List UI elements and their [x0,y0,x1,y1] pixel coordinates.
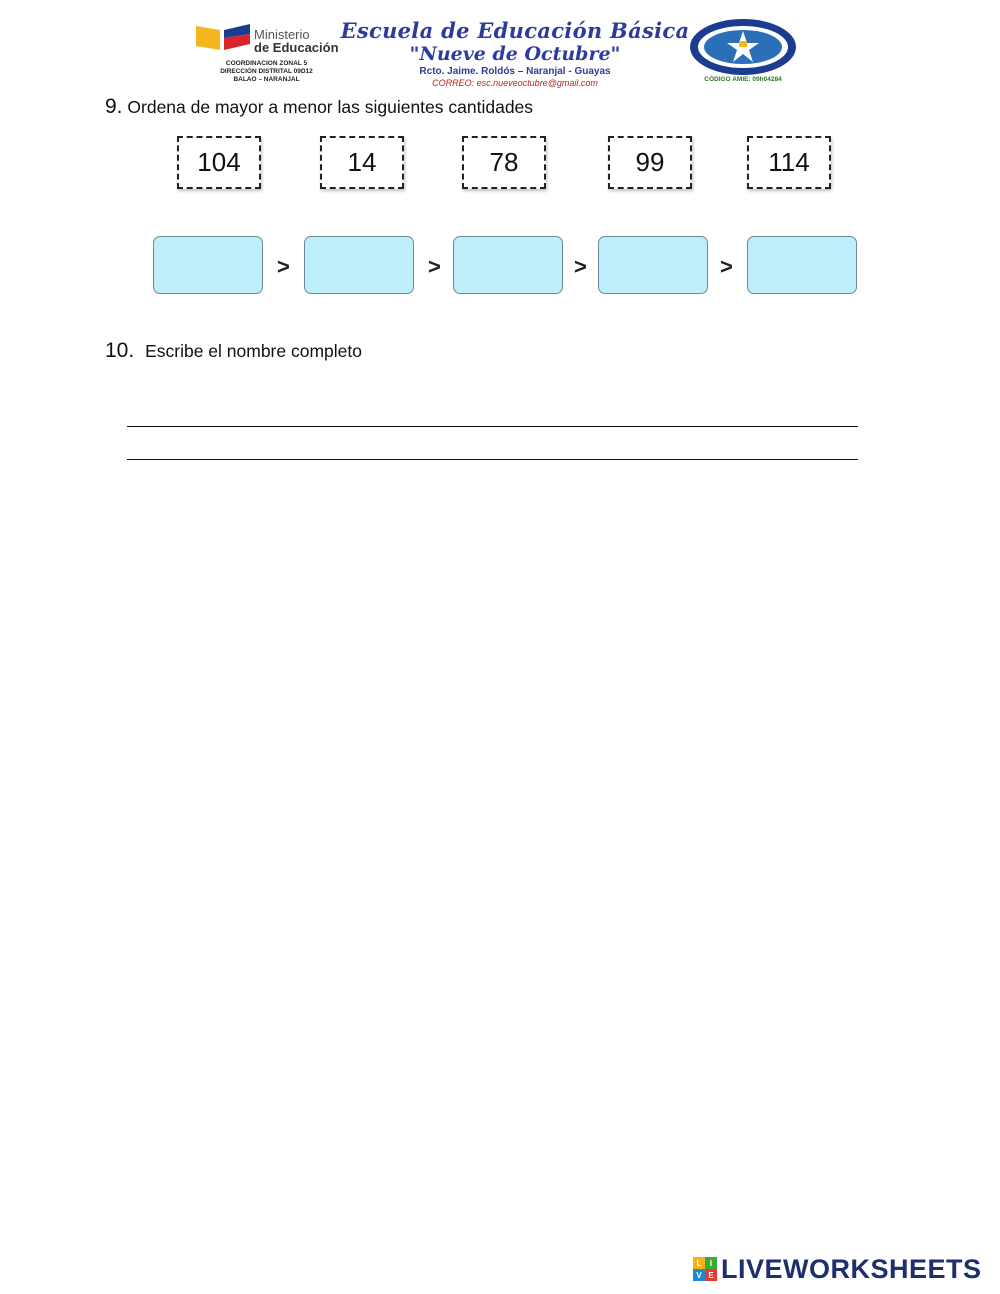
question-10-number: 10. [105,339,135,362]
ministry-sub-line3: BALAO – NARANJAL [233,76,300,83]
school-name: "Nueve de Octubre" [409,43,621,65]
ministry-name-line2: de Educación [254,40,339,55]
liveworksheets-icon [693,1257,717,1281]
answer-slot-3[interactable] [453,236,563,294]
answer-slot-1[interactable] [153,236,263,294]
seal-code: CÓDIGO AMIE: 09h04284 [704,76,782,83]
school-header [340,18,690,88]
answer-line-2[interactable] [127,459,858,460]
number-card-5[interactable]: 114 [747,136,831,189]
school-seal-icon [688,18,798,76]
greater-than-sign-3: > [574,254,587,279]
question-10-prompt [105,339,362,363]
school-email: CORREO: esc.nueveoctubre@gmail.com [432,78,598,88]
question-9-prompt [105,95,533,119]
brand-icon-letter-e: E [705,1269,717,1281]
ministry-book-flag-icon [194,20,252,56]
liveworksheets-logo [693,1254,982,1284]
ministry-sub-line2: DIRECCIÓN DISTRITAL 09D12 [220,68,313,75]
question-9-text: Ordena de mayor a menor las siguientes cantidades [127,97,534,117]
ministry-subtitle [194,60,339,84]
greater-than-sign-4: > [720,254,733,279]
answer-slot-5[interactable] [747,236,857,294]
greater-than-sign-1: > [277,254,290,279]
question-9-number: 9. [105,95,123,118]
liveworksheets-wordmark: LIVEWORKSHEETS [721,1253,982,1284]
ministry-name [254,28,339,54]
brand-icon-letter-v: V [693,1269,705,1281]
answer-slot-2[interactable] [304,236,414,294]
number-card-2[interactable]: 14 [320,136,404,189]
answer-line-1[interactable] [127,426,858,427]
greater-than-sign-2: > [428,254,441,279]
number-card-1[interactable]: 104 [177,136,261,189]
school-seal [688,18,798,88]
brand-icon-letter-i: I [705,1257,717,1269]
ministry-sub-line1: COORDINACION ZONAL 5 [225,60,308,67]
ministry-logo [194,20,339,90]
answer-slot-4[interactable] [598,236,708,294]
number-card-3[interactable]: 78 [462,136,546,189]
number-card-4[interactable]: 99 [608,136,692,189]
school-title: Escuela de Educación Básica [340,18,690,43]
brand-icon-letter-l: L [693,1257,705,1269]
question-10-text: Escribe el nombre completo [145,341,362,361]
ministry-name-line1: Ministerio [254,27,310,42]
school-address: Rcto. Jaime. Roldós – Naranjal - Guayas [419,66,611,77]
